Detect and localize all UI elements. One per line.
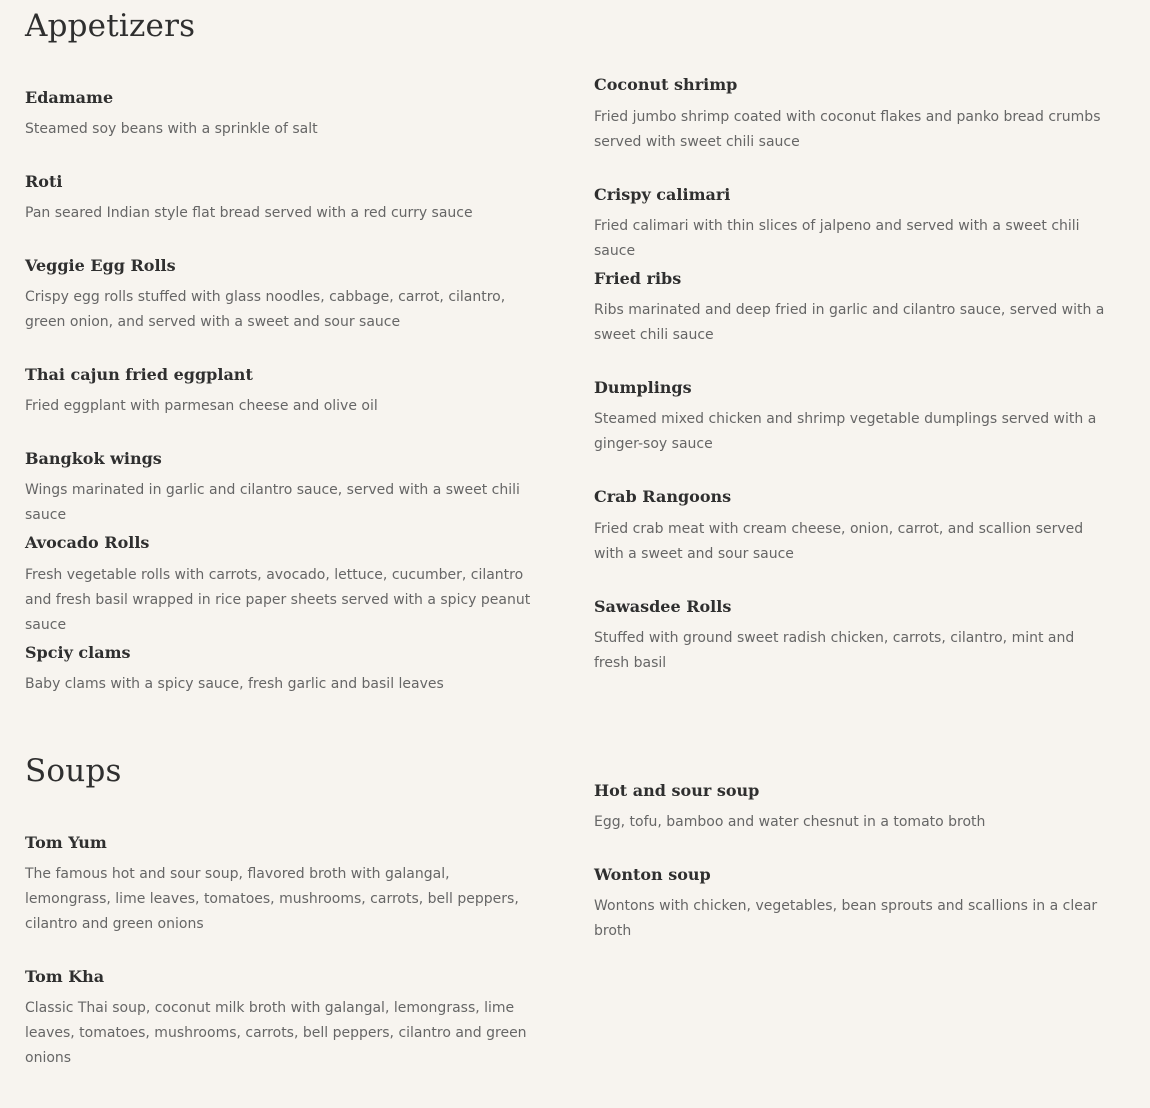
menu-item-name: Roti [25,172,63,191]
menu-item [594,596,1106,671]
appetizers-section [25,8,1105,44]
menu-item-name: Edamame [25,88,114,107]
menu-item [594,864,1106,939]
menu-item-name: Spciy clams [25,643,131,662]
menu-item [594,486,1106,562]
menu-item-name: Sawasdee Rolls [594,597,732,616]
menu-item [25,448,537,523]
menu-item-description: Fried crab meat with cream cheese, onion, carrot, and scallion served with a sweet and sour sauce [594,521,1084,562]
menu-item-description: Baby clams with a spicy sauce, fresh garlic and basil leaves [25,676,444,692]
menu-item-name: Tom Yum [25,833,107,852]
menu-item [25,171,537,221]
menu-item-name: Crab Rangoons [594,487,732,506]
menu-item-description: Stuffed with ground sweet radish chicken, carrots, cilantro, mint and fresh basil [594,630,1075,671]
menu-item-name: Coconut shrimp [594,75,738,94]
menu-item-description: The famous hot and sour soup, flavored broth with galangal, lemongrass, lime leaves, tomatoes, mushrooms, carrots, bell peppers, cilantro and green onions [25,866,519,932]
menu-item [25,255,537,330]
menu-item-name: Wonton soup [594,865,711,884]
menu-item-description: Steamed soy beans with a sprinkle of salt [25,121,318,137]
menu-item [594,184,1106,259]
menu-item-name: Tom Kha [25,967,105,986]
menu-item-description: Egg, tofu, bamboo and water chesnut in a tomato broth [594,814,986,830]
menu-item [25,364,537,414]
menu-item-description: Fried calimari with thin slices of jalpeno and served with a sweet chili sauce [594,218,1080,259]
menu-item [25,87,537,137]
menu-item-description: Fresh vegetable rolls with carrots, avocado, lettuce, cucumber, cilantro and fresh basil wrapped in rice paper sheets served with a spicy peanut sauce [25,567,531,633]
menu-item [594,268,1106,343]
menu-item-description: Classic Thai soup, coconut milk broth with galangal, lemongrass, lime leaves, tomatoes, mushrooms, carrots, bell peppers, cilantro and green onions [25,1000,527,1066]
menu-item [25,832,537,932]
menu-item [25,966,537,1066]
menu-item-description: Pan seared Indian style flat bread served with a red curry sauce [25,205,473,221]
menu-item-name: Fried ribs [594,269,682,288]
menu-item-name: Avocado Rolls [25,533,150,552]
menu-item-description: Fried jumbo shrimp coated with coconut flakes and panko bread crumbs served with sweet chili sauce [594,109,1101,150]
menu-item-name: Thai cajun fried eggplant [25,365,253,384]
menu-item-name: Bangkok wings [25,449,162,468]
menu-item [25,642,537,692]
menu-item-description: Fried eggplant with parmesan cheese and olive oil [25,398,378,414]
menu-item-description: Ribs marinated and deep fried in garlic and cilantro sauce, served with a sweet chili sauce [594,302,1105,343]
menu-item-name: Hot and sour soup [594,781,760,800]
menu-item-name: Crispy calimari [594,185,731,204]
menu-item-description: Wings marinated in garlic and cilantro sauce, served with a sweet chili sauce [25,482,520,523]
menu-item-description: Crispy egg rolls stuffed with glass noodles, cabbage, carrot, cilantro, green onion, and served with a sweet and sour sauce [25,289,506,330]
menu-item-description: Steamed mixed chicken and shrimp vegetable dumplings served with a ginger-soy sauce [594,411,1097,452]
menu-item [594,74,1106,150]
menu-item-name: Dumplings [594,378,692,397]
menu-item [594,377,1106,452]
menu-item-description: Wontons with chicken, vegetables, bean sprouts and scallions in a clear broth [594,898,1098,939]
menu-item [594,780,1106,830]
section-title: Appetizers [25,8,196,44]
section-title: Soups [25,753,122,789]
menu-item-name: Veggie Egg Rolls [25,256,176,275]
menu-item [25,532,537,633]
